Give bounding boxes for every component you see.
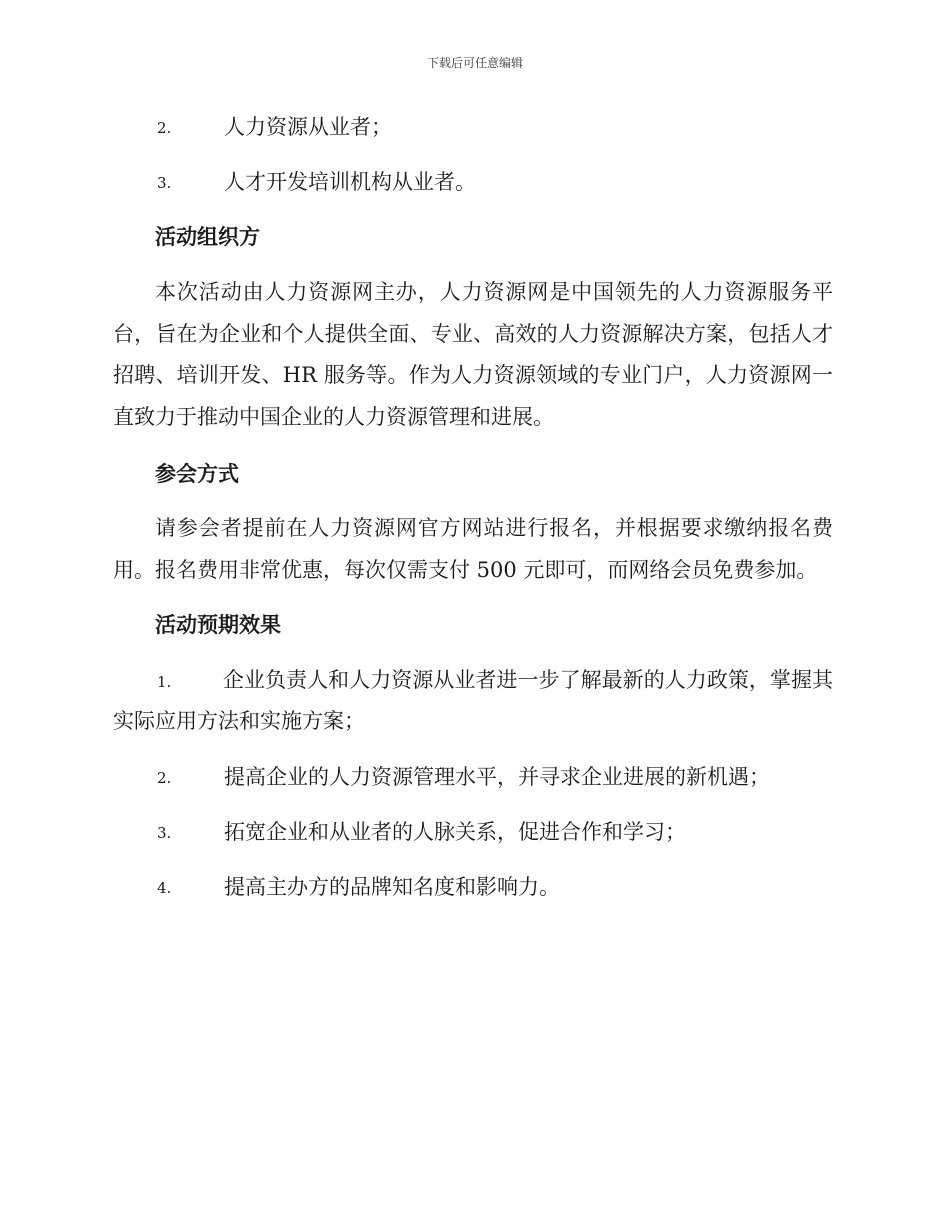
list-item-number: 2. (157, 119, 172, 137)
list-item-text: 人力资源从业者； (224, 115, 392, 139)
list-item-text: 人才开发培训机构从业者。 (224, 170, 476, 194)
paragraph-participation: 请参会者提前在人力资源网官方网站进行报名，并根据要求缴纳报名费用。报名费用非常优惠，每次仅需支付 500 元即可，而网络会员免费参加。 (113, 516, 833, 582)
list-item-number: 3. (157, 824, 172, 842)
list-item-number: 2. (157, 769, 172, 787)
section-heading-participation: 参会方式 (155, 462, 239, 486)
list-item-number: 3. (157, 174, 172, 192)
list-item-text: 拓宽企业和从业者的人脉关系，促进合作和学习； (224, 820, 686, 844)
paragraph-organizer: 本次活动由人力资源网主办，人力资源网是中国领先的人力资源服务平台，旨在为企业和个人提供全面、专业、高效的人力资源解决方案，包括人才招聘、培训开发、HR 服务等。作为人力资源领域的专业门户，人力资源网一直致力于推动中国企业的人力资源管理和进展。 (113, 280, 833, 429)
page-header: 下载后可任意编辑 (426, 56, 523, 70)
list-item-text: 企业负责人和人力资源从业者进一步了解最新的人力政策，掌握其实际应用方法和实施方案； (113, 668, 833, 733)
list-item-text: 提高主办方的品牌知名度和影响力。 (224, 875, 560, 899)
section-heading-effects: 活动预期效果 (155, 613, 281, 637)
list-item-number: 1. (157, 673, 172, 691)
list-item-text: 提高企业的人力资源管理水平，并寻求企业进展的新机遇； (224, 765, 770, 789)
section-heading-organizer: 活动组织方 (155, 225, 260, 249)
list-item-number: 4. (157, 879, 172, 897)
